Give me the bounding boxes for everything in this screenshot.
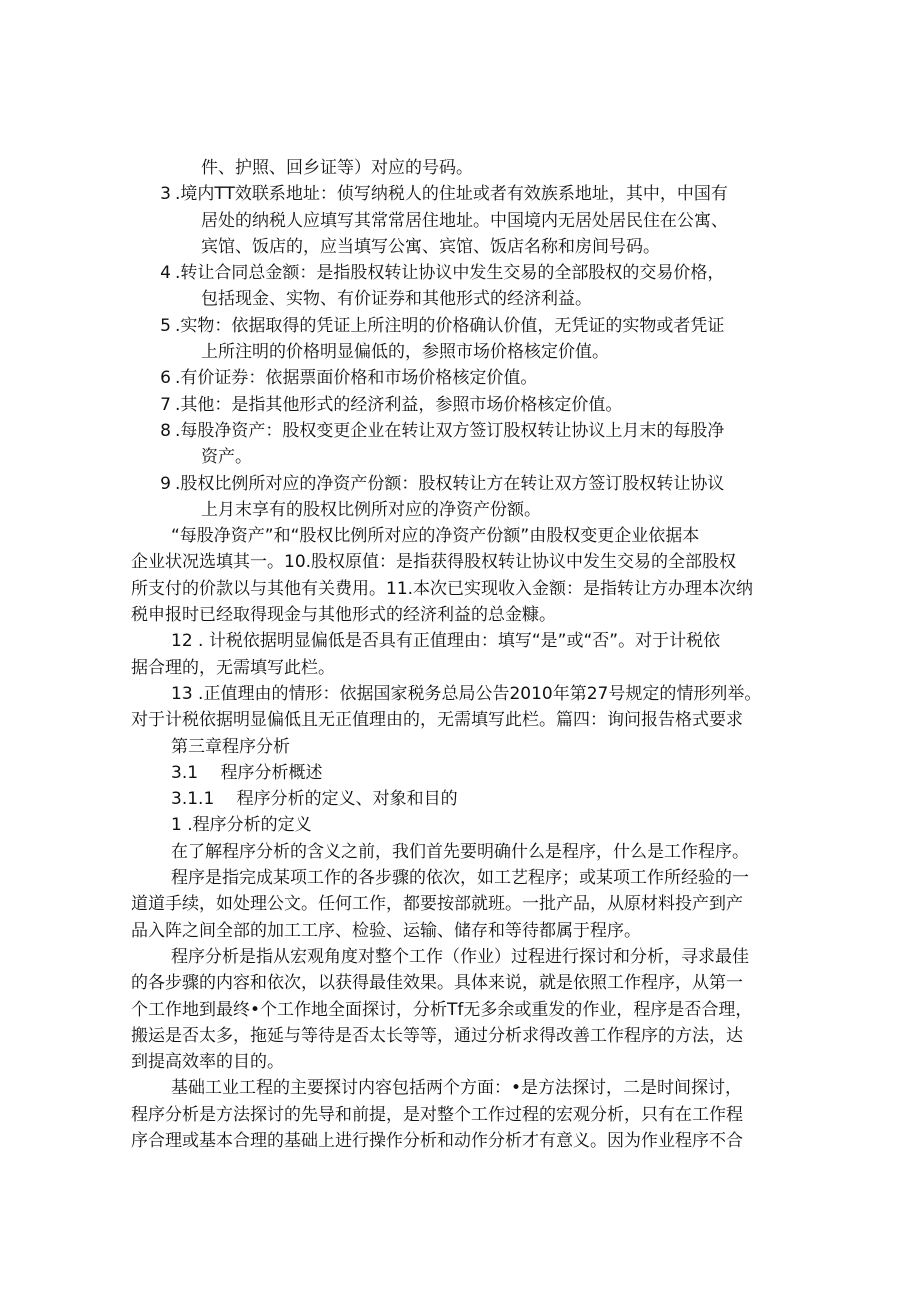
item-text: .其他：是指其他形式的经济利益，参照市场价格核定价值。: [175, 394, 623, 415]
item-text: .有价证券：依据票面价格和市场价格核定价值。: [175, 368, 538, 389]
item-number: 7: [160, 394, 171, 415]
text-line: 13 .正值理由的情形：依据国家税务总局公告2010年第27号规定的情形列举。: [171, 683, 762, 704]
text-line: 第三章程序分析: [171, 736, 290, 757]
numbered-item: [131, 181, 801, 207]
item-number: 4: [160, 263, 171, 284]
text-line: 3.1.1 程序分析的定义、对象和目的: [171, 789, 458, 810]
text-line: 程序分析是指从宏观角度对整个工作（作业）过程进行探讨和分析，寻求最佳: [171, 946, 749, 967]
numbered-item: [131, 418, 801, 444]
numbered-item: [131, 365, 801, 391]
text-line: 包括现金、实物、有价证券和其他形式的经济利益。: [201, 289, 592, 310]
text-line: 3.1 程序分析概述: [171, 762, 323, 783]
item-text: .境内TT效联系地址：侦写纳税人的住址或者有效族系地址，其中，中国有: [175, 184, 728, 205]
numbered-item: [131, 260, 801, 286]
text-line: 到提高效率的目的。: [131, 1052, 284, 1073]
item-text: .股权比例所对应的净资产份额：股权转让方在转让双方签订股权转让协议: [175, 473, 725, 494]
text-line: 据合理的，无需填写此栏。: [131, 657, 335, 678]
item-text: .每股净资产：股权变更企业在转让双方签订股权转让协议上月末的每股净: [175, 420, 725, 441]
text-line: 宾馆、饭店的，应当填写公寓、宾馆、饭店名称和房间号码。: [201, 236, 660, 257]
text-line: 件、护照、回乡证等）对应的号码。: [201, 158, 473, 178]
text-line: 所支付的价款以与其他有关费用。11.本次已实现收入金额：是指转让方办理本次纳: [131, 578, 754, 599]
text-line: 程序分析是方法探讨的先导和前提，是对整个工作过程的宏观分析，只有在工作程: [131, 1104, 743, 1125]
item-text: .实物：依据取得的凭证上所注明的价格确认价值，无凭证的实物或者凭证: [175, 315, 725, 336]
text-line: 上所注明的价格明显偏低的，参照市场价格核定价值。: [201, 342, 609, 363]
text-line: 在了解程序分析的含义之前，我们首先要明确什么是程序，什么是工作程序。: [171, 841, 749, 862]
item-text: .转让合同总金额：是指股权转让协议中发生交易的全部股权的交易价格，: [175, 263, 725, 284]
text-line: “每股净资产”和“股权比例所对应的净资产份额”由股权变更企业依据本: [171, 526, 700, 547]
item-number: 8: [160, 420, 171, 441]
text-line: 1 .程序分析的定义: [171, 815, 312, 836]
text-line: 的各步骤的内容和依次，以获得最佳效果。具体来说，就是依照工作程序，从第一: [131, 973, 743, 994]
text-line: 企业状况选填其一。10.股权原值：是指获得股权转让协议中发生交易的全部股权: [131, 552, 737, 573]
text-line: 上月末享有的股权比例所对应的净资产份额。: [201, 499, 541, 520]
text-line: 程序是指完成某项工作的各步骤的依次，如工艺程序；或某项工作所经验的一: [171, 868, 749, 889]
text-line: 基础工业工程的主要探讨内容包括两个方面：•是方法探讨，二是时间探讨，: [171, 1078, 743, 1099]
text-line: 个工作地到最终•个工作地全面探讨，分析Tf无多余或重发的作业，程序是否合理，: [131, 999, 753, 1020]
item-number: 9: [160, 473, 171, 494]
text-line: 税申报时已经取得现金与其他形式的经济利益的总金糠。: [131, 605, 556, 626]
text-line: 搬运是否太多，拖延与等待是否太长等等，通过分析求得改善工作程序的方法，达: [131, 1025, 743, 1046]
text-line: 道道手续，如处理公文。任何工作，都要按部就班。一批产品，从原材料投产到产: [131, 894, 743, 915]
item-number: 5: [160, 315, 171, 336]
text-line: 品入阵之间全部的加工工序、检验、运输、储存和等待都属于程序。: [131, 920, 641, 941]
numbered-item: [131, 392, 801, 418]
item-number: 3: [160, 184, 171, 205]
document-page: [131, 155, 801, 1154]
numbered-item: [131, 313, 801, 339]
text-line: 对于计税依据明显偏低且无正值理由的，无需填写此栏。篇四：询问报告格式要求: [131, 710, 743, 731]
text-line: 12 . 计税依据明显偏低是否具有正值理由：填写“是”或“否”。对于计税依: [171, 631, 721, 652]
text-line: 居处的纳税人应填写其常常居住地址。中国境内无居处居民住在公寓、: [201, 210, 728, 231]
numbered-item: [131, 471, 801, 497]
text-line: 序合理或基本合理的基础上进行操作分析和动作分析才有意义。因为作业程序不合: [131, 1130, 743, 1151]
item-number: 6: [160, 368, 171, 389]
text-line: 资产。: [201, 447, 252, 468]
